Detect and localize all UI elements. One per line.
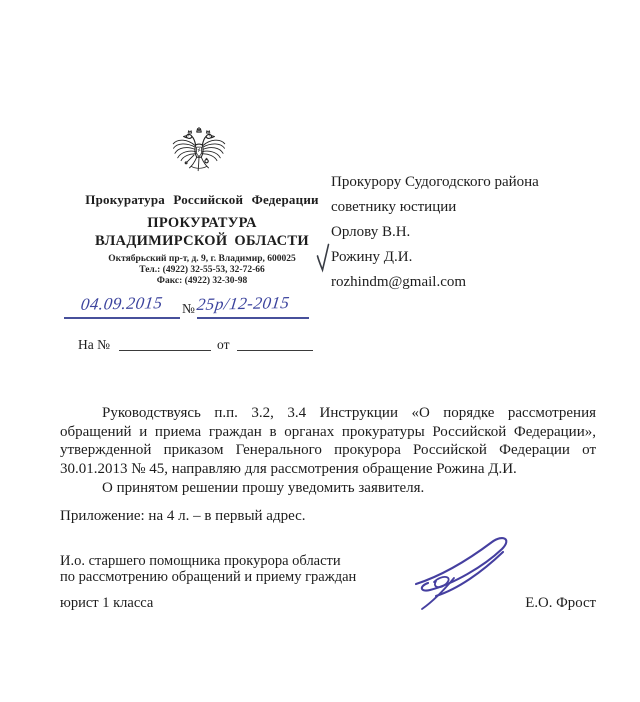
letterhead-address: Октябрьский пр-т, д. 9, г. Владимир, 600025 — [108, 254, 296, 264]
signer-position-line2: по рассмотрению обращений и приему граждан — [60, 569, 357, 585]
recipient-line-position: Прокурору Судогодского района — [331, 174, 539, 190]
letterhead-phone: Тел.: (4922) 32-55-53, 32-72-66 — [139, 265, 265, 275]
body-line: утвержденной приказом Генерального прокурора Российской Федерации от — [60, 442, 596, 459]
handwritten-checkmark-icon — [316, 243, 330, 278]
number-sign-label: № — [182, 301, 195, 316]
handwritten-number: 25р/12-2015 — [195, 293, 291, 314]
outgoing-number-field — [197, 294, 309, 319]
organization-title-line2: ВЛАДИМИРСКОЙ ОБЛАСТИ — [95, 233, 309, 249]
organization-title-line1: ПРОКУРАТУРА — [147, 215, 257, 231]
handwritten-signature — [406, 532, 528, 619]
letter-body — [60, 404, 596, 498]
reply-from-label: от — [217, 337, 230, 352]
recipient-block — [331, 170, 611, 295]
organization-title — [60, 214, 344, 250]
reply-number-label: На № — [78, 337, 110, 352]
signer-position-line1: И.о. старшего помощника прокурора области — [60, 553, 341, 569]
recipient-line-rank: советнику юстиции — [331, 199, 457, 215]
handwritten-date: 04.09.2015 — [80, 293, 165, 314]
body-line: 30.01.2013 № 45, направляю для рассмотрения обращение Рожина Д.И. — [60, 461, 517, 478]
signer-rank: юрист 1 класса — [60, 595, 154, 611]
reply-date-blank-line — [237, 324, 313, 351]
outgoing-date-field — [64, 294, 180, 319]
letterhead-contact-block — [60, 254, 344, 287]
reply-number-blank-line — [119, 324, 211, 351]
body-line: обращений и приема граждан в органах прокуратуры Российской Федерации», — [60, 423, 596, 440]
recipient-line-name-1: Орлову В.Н. — [331, 224, 411, 240]
letterhead-fax: Факс: (4922) 32-30-98 — [156, 276, 248, 286]
recipient-line-name-2: Рожину Д.И. — [331, 249, 413, 265]
federal-title: Прокуратура Российской Федерации — [85, 192, 319, 207]
signer-name: Е.О. Фрост — [525, 595, 596, 611]
body-closing-line: О принятом решении прошу уведомить заявителя. — [102, 479, 425, 496]
attachment-line: Приложение: на 4 л. – в первый адрес. — [60, 508, 306, 524]
recipient-email: rozhindm@gmail.com — [331, 274, 467, 290]
coat-of-arms-icon — [171, 125, 227, 190]
body-line: Руководствуясь п.п. 3.2, 3.4 Инструкции «О порядке рассмотрения — [102, 405, 596, 421]
